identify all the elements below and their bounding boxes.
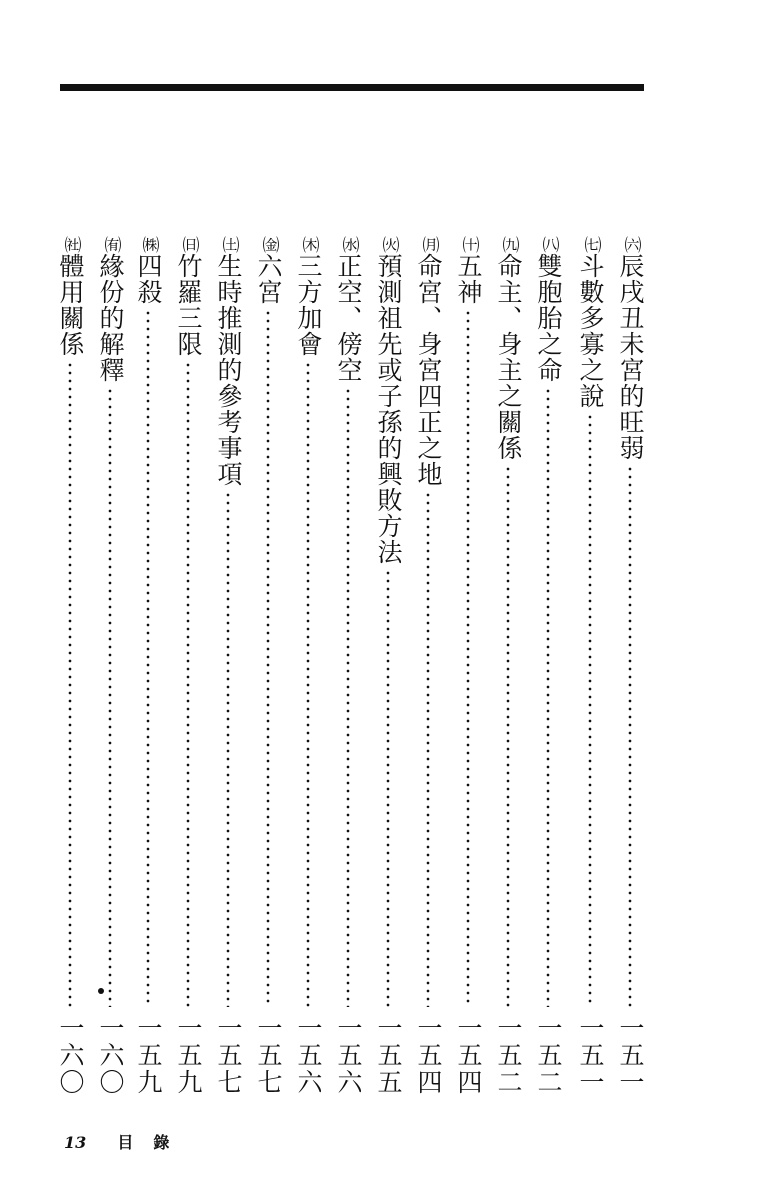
page-number: 13: [64, 1133, 87, 1152]
entry-page: 一五四: [454, 1015, 483, 1096]
entry-page: 一五六: [294, 1015, 323, 1096]
entry-title: 四殺: [134, 253, 163, 305]
dot-leader: [146, 309, 150, 1007]
stray-dot: [98, 988, 104, 994]
dot-leader: [506, 465, 510, 1007]
entry-title: 雙胞胎之命: [534, 253, 563, 383]
toc-entry: [292, 236, 324, 1096]
entry-number: ㈭: [298, 236, 319, 250]
entry-title: 命宮、身宮四正之地: [414, 253, 443, 487]
entry-title: 三方加會: [294, 253, 323, 357]
dot-leader: [346, 387, 350, 1007]
toc-entry: [574, 236, 606, 1096]
dot-leader: [186, 361, 190, 1007]
dot-leader: [266, 309, 270, 1007]
dot-leader: [426, 491, 430, 1007]
entry-title: 緣份的解釋: [96, 253, 125, 383]
toc-entry: [252, 236, 284, 1096]
footer-label: 目錄: [117, 1133, 190, 1152]
entry-number: ㈳: [60, 236, 81, 250]
entry-number: ㈫: [378, 236, 399, 250]
page-footer: [64, 1130, 189, 1153]
dot-leader: [226, 491, 230, 1007]
entry-page: 一五五: [374, 1015, 403, 1096]
dot-leader: [628, 465, 632, 1007]
entry-page: 一五七: [214, 1015, 243, 1096]
entry-number: ㈱: [138, 236, 159, 250]
entry-number: ㈮: [258, 236, 279, 250]
toc-entry: [212, 236, 244, 1096]
entry-page: 一五一: [576, 1015, 605, 1096]
entry-number: ㈥: [620, 236, 641, 250]
dot-leader: [108, 387, 112, 1007]
dot-leader: [546, 387, 550, 1007]
entry-page: 一五一: [616, 1015, 645, 1096]
entry-page: 一六〇: [56, 1015, 85, 1096]
toc-entry: [532, 236, 564, 1096]
entry-page: 一六〇: [96, 1015, 125, 1096]
entry-number: ㈪: [418, 236, 439, 250]
dot-leader: [466, 309, 470, 1007]
entry-page: 一五六: [334, 1015, 363, 1096]
toc-entry: [94, 236, 126, 1096]
entry-title: 命主、身主之關係: [494, 253, 523, 461]
entry-title: 竹羅三限: [174, 253, 203, 357]
toc-entry: [614, 236, 646, 1096]
entry-page: 一五四: [414, 1015, 443, 1096]
entry-title: 體用關係: [56, 253, 85, 357]
entry-number: ㈬: [338, 236, 359, 250]
toc-entry: [372, 236, 404, 1096]
entry-number: ㈩: [458, 236, 479, 250]
toc-entry: [54, 236, 86, 1096]
entry-number: ㈦: [580, 236, 601, 250]
toc-entry: [172, 236, 204, 1096]
toc-entry: [332, 236, 364, 1096]
toc-entry: [412, 236, 444, 1096]
entry-number: ㈲: [100, 236, 121, 250]
entry-title: 辰戌丑未宮的旺弱: [616, 253, 645, 461]
entry-page: 一五二: [494, 1015, 523, 1096]
entry-page: 一五九: [174, 1015, 203, 1096]
entry-title: 生時推測的參考事項: [214, 253, 243, 487]
entry-page: 一五二: [534, 1015, 563, 1096]
dot-leader: [306, 361, 310, 1007]
entry-number: ㈯: [218, 236, 239, 250]
entry-page: 一五九: [134, 1015, 163, 1096]
toc-entry: [452, 236, 484, 1096]
dot-leader: [386, 569, 390, 1007]
entry-title: 五神: [454, 253, 483, 305]
entry-title: 六宮: [254, 253, 283, 305]
toc-entry: [132, 236, 164, 1096]
toc-entry: [492, 236, 524, 1096]
entry-title: 斗數多寡之說: [576, 253, 605, 409]
dot-leader: [588, 413, 592, 1007]
entry-number: ㈰: [178, 236, 199, 250]
entry-number: ㈨: [498, 236, 519, 250]
dot-leader: [68, 361, 72, 1007]
entry-title: 預測祖先或子孫的興敗方法: [374, 253, 403, 565]
entry-number: ㈧: [538, 236, 559, 250]
entry-page: 一五七: [254, 1015, 283, 1096]
entry-title: 正空、傍空: [334, 253, 363, 383]
